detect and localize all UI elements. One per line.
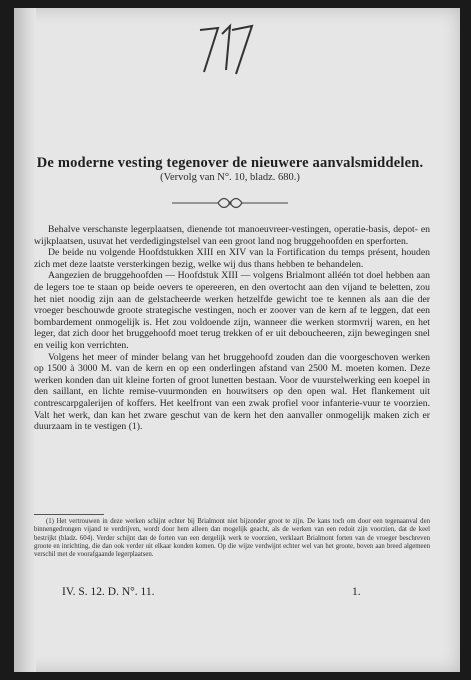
ornament-divider-icon — [170, 196, 290, 210]
footnote-rule — [34, 514, 104, 515]
page-binding-edge — [14, 8, 36, 672]
footnote — [34, 518, 430, 559]
handwritten-page-number — [196, 20, 256, 80]
signature-mark: IV. S. 12. D. N°. 11. — [62, 586, 155, 598]
body-paragraph: Aangezien de bruggehoofden — Hoofdstuk XIII — volgens Brialmont alléén tot doel hebben aan de legers toe te staan op beide oevers te opereeren, en den overtocht aan den vijand te beletten, zou het niet noodig zijn aan de gelstacheerde werken hetzelfde gewicht toe te kennen als aan die der vroeger beschouwde groote strategische vestingen, noch er zoover van de kern af te leggen, dat een bombardement onmogelijk is. Het zou voldoende zijn, wanneer die werken stormvrij waren, en het leger, dat zich door het bruggehoofd moet terug trekken of er uit deboucheeren, zijn bewegingen snel en veilig kon verrichten. — [34, 270, 430, 351]
body-paragraph: De beide nu volgende Hoofdstukken XIII en XIV van la Fortification du temps présent, houden zich met deze laatste versterkingen bezig, welke wij dus thans hebben te behandelen. — [34, 247, 430, 270]
article-body — [34, 224, 430, 433]
body-paragraph: Volgens het meer of minder belang van het bruggehoofd zouden dan die voorgeschoven werken op 1500 à 3000 M. van de kern en op een onderlingen afstand van 2500 M. moeten komen. Deze werken konden dan uit kleine forten of groot lunetten bestaan. Voor de vuurstelwerking een koepel in den saillant, en lichte remise-vuurmonden en houwitsers op den open wal. Het flankement uit contrescarpgalerijen of koffers. Het keelfront van een zwak profiel voor infanterie-vuur te voorzien. Valt het werk, dan kan het zware geschut van de kern het den aanvaller onmogelijk maken zich er duurzaam in te vestigen (1). — [34, 351, 430, 433]
article-subtitle: (Vervolg van N°. 10, bladz. 680.) — [160, 172, 300, 183]
body-paragraph: Behalve verschanste legerplaatsen, dienende tot manoeuvreer-vestingen, operatie-basis, depot- en wijkplaatsen, usuvat het verdedigingstelsel van een groot land nog bruggehoofden en sperforten. — [34, 224, 430, 247]
footnote-text: (1) Het vertrouwen in deze werken schijnt echter bij Brialmont niet bijzonder groot te zijn. De kans toch om door een tegenaanval den binnengedrongen vijand te verdrijven, wordt door hem alleen dan mogelijk geacht, als de werken van een redoit zijn voorzien, dat de keel bestrijkt (bladz. 604). Verder schijnt dan de forten van een dergelijk werk te voorzien, verklaart Brialmont forten van de vroeger beschreven groote en inrichting, die dan ook verder uit elkaar konden komen. Op die wijze verdwijnt echter wel van het groote, boven aan breed algemeen verschil met de voorafgaande legerplaatsen. — [34, 518, 430, 559]
signature-number: 1. — [352, 586, 361, 598]
article-title: De moderne vesting tegenover de nieuwere aanvalsmiddelen. — [36, 155, 424, 171]
